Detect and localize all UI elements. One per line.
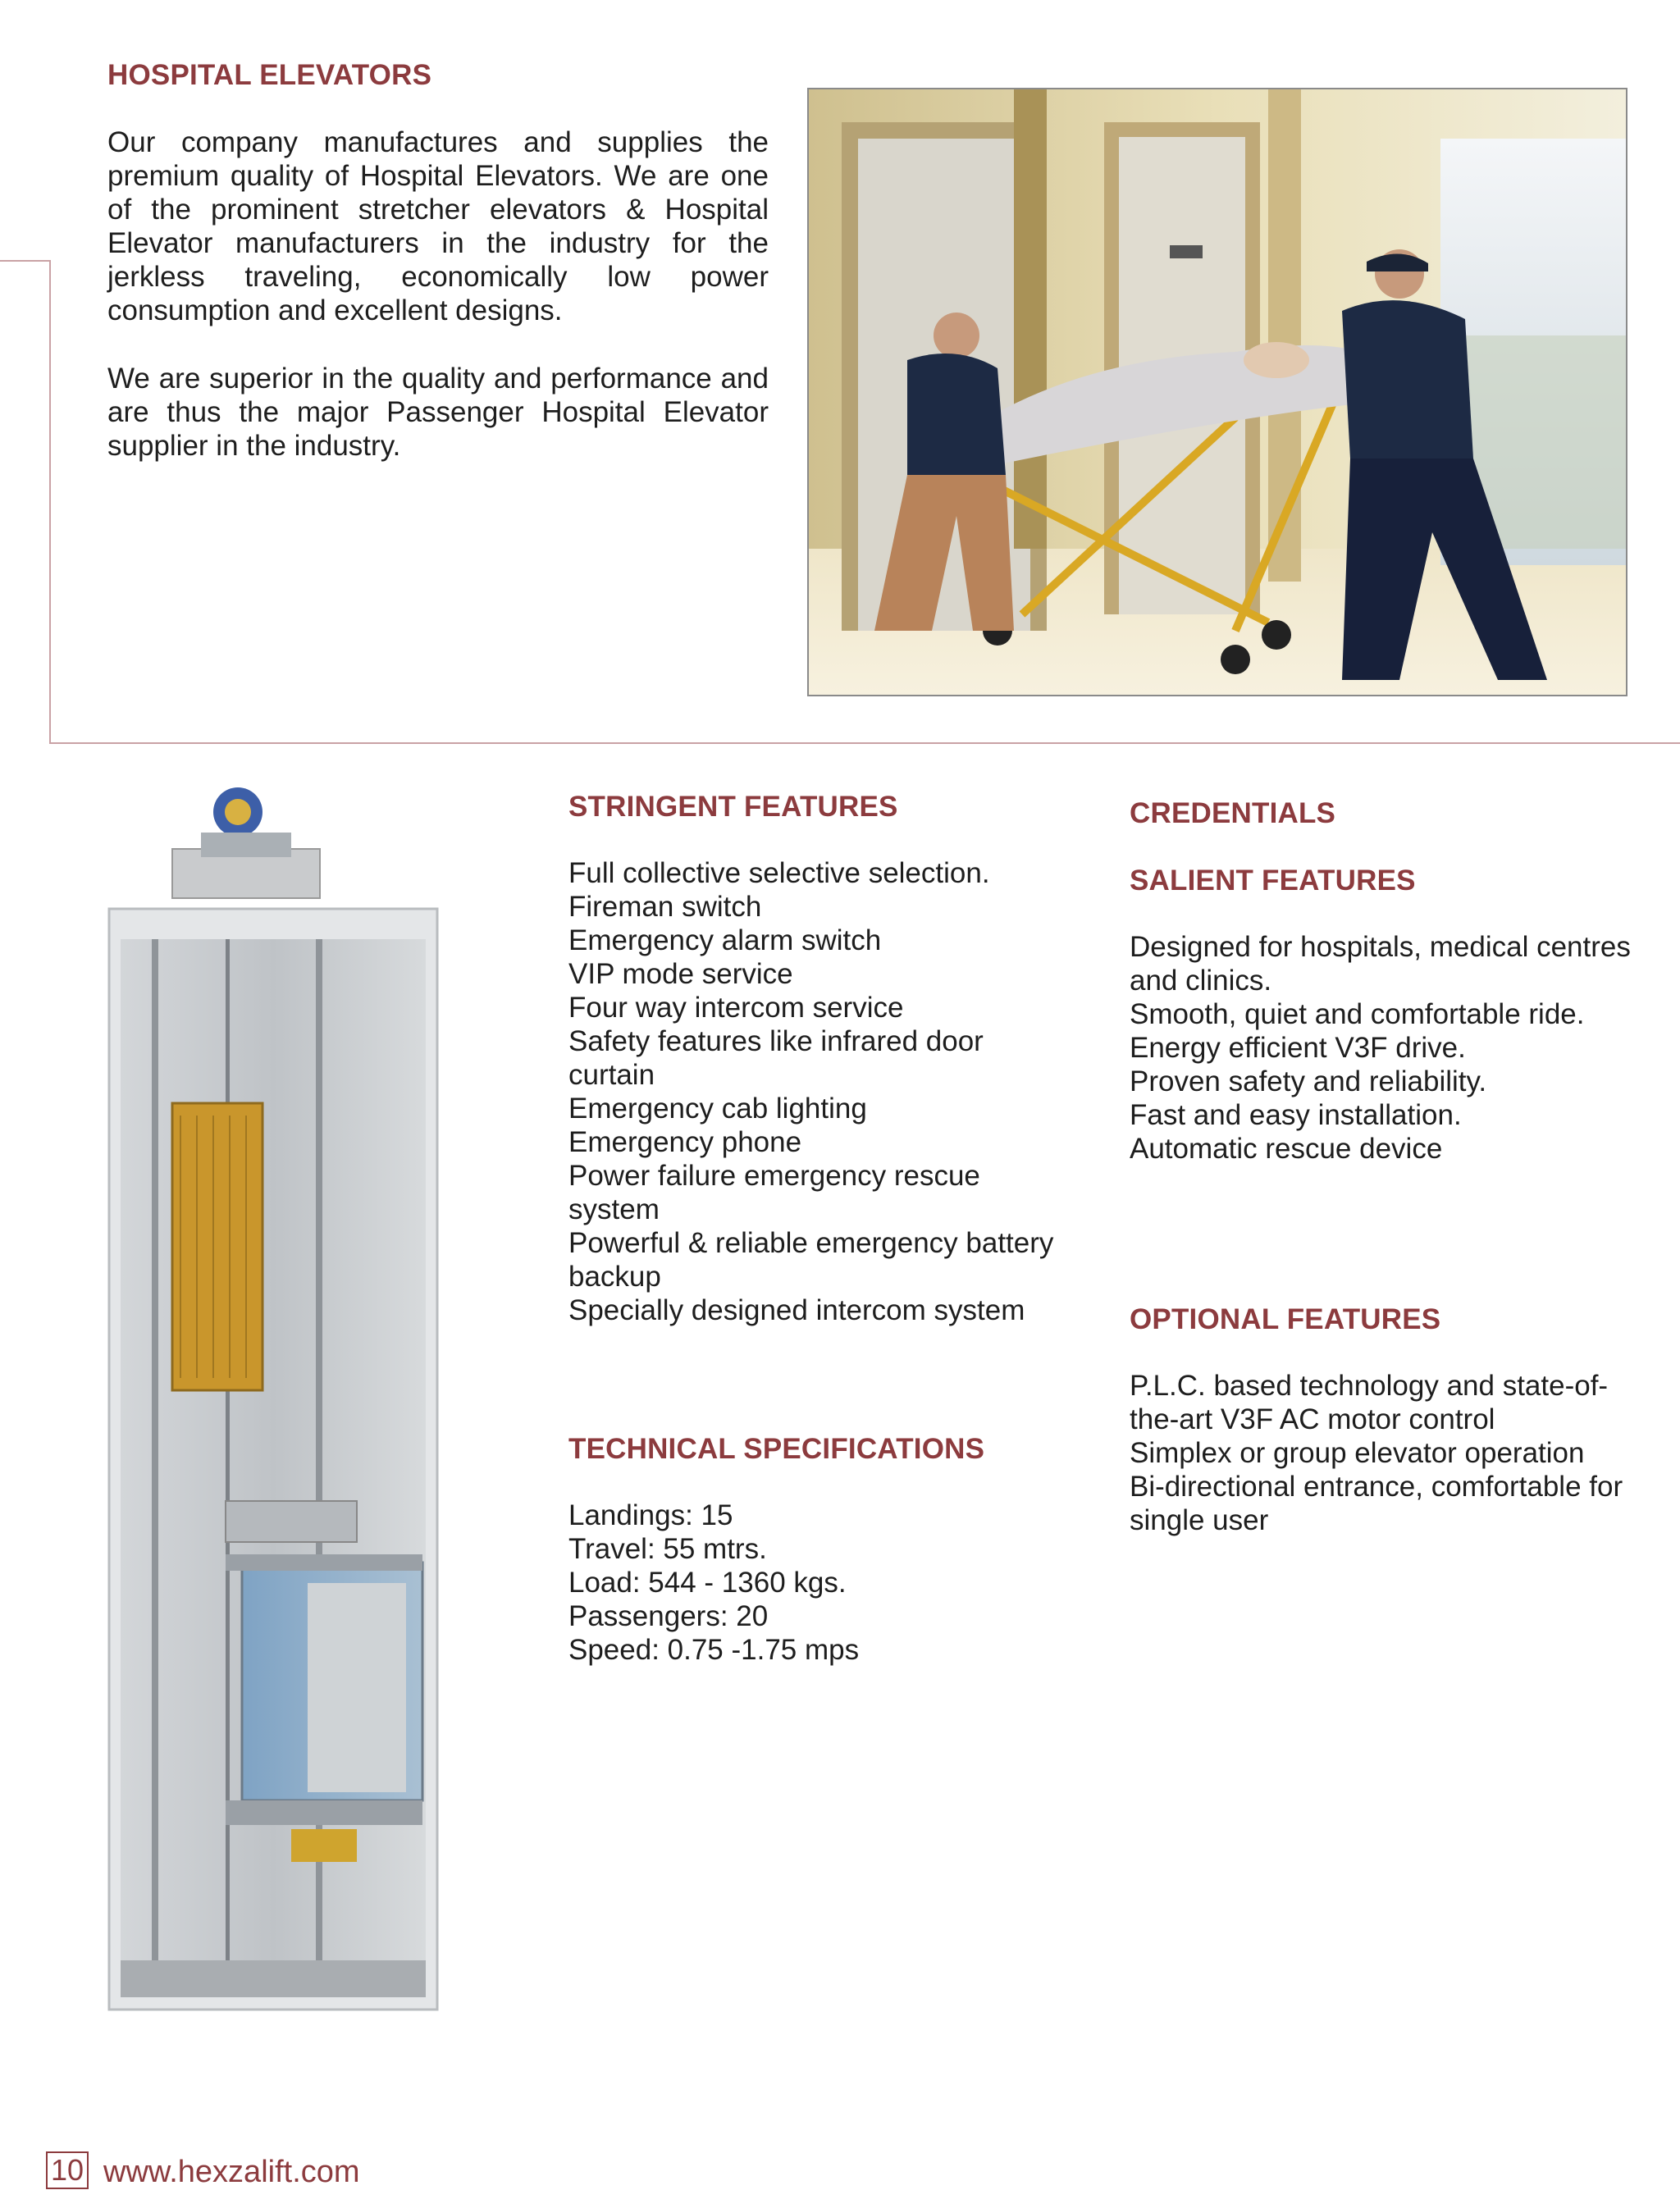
list-item: P.L.C. based technology and state-of-the-art V3F AC motor control [1130, 1370, 1609, 1435]
list-item: Specially designed intercom system [568, 1294, 1025, 1326]
list-item: Safety features like infrared door curtain [568, 1025, 984, 1091]
list-item: Emergency cab lighting [568, 1093, 867, 1125]
list-item: Full collective selective selection. [568, 857, 990, 889]
list-item: Load: 544 - 1360 kgs. [568, 1567, 847, 1599]
credentials-title: CREDENTIALS [1130, 797, 1336, 829]
list-item: Simplex or group elevator operation [1130, 1437, 1585, 1469]
list-item: Energy efficient V3F drive. [1130, 1032, 1466, 1064]
list-item: Emergency phone [568, 1126, 802, 1158]
list-item: Emergency alarm switch [568, 924, 882, 956]
list-item: Bi-directional entrance, comfortable for single user [1130, 1471, 1623, 1536]
list-item: Powerful & reliable emergency battery backup [568, 1227, 1054, 1293]
list-item: Designed for hospitals, medical centres and clinics. [1130, 931, 1631, 997]
stringent-features-list [568, 856, 1102, 1327]
technical-specifications-list [568, 1499, 1102, 1667]
website-link[interactable]: www.hexzalift.com [103, 2155, 360, 2189]
optional-features-title: OPTIONAL FEATURES [1130, 1303, 1441, 1335]
list-item: Fast and easy installation. [1130, 1099, 1462, 1131]
list-item: Travel: 55 mtrs. [568, 1533, 767, 1565]
list-item: Speed: 0.75 -1.75 mps [568, 1634, 860, 1666]
list-item: Smooth, quiet and comfortable ride. [1130, 998, 1585, 1030]
decorative-frame-divider [49, 742, 1680, 744]
decorative-frame-left [0, 260, 51, 744]
list-item: Power failure emergency rescue system [568, 1160, 980, 1225]
technical-specifications-title: TECHNICAL SPECIFICATIONS [568, 1433, 985, 1465]
salient-features-list [1130, 930, 1667, 1166]
list-item: Four way intercom service [568, 992, 904, 1024]
list-item: Passengers: 20 [568, 1600, 769, 1632]
page-number: 10 [46, 2151, 89, 2189]
list-item: Automatic rescue device [1130, 1133, 1443, 1165]
intro-title: HOSPITAL ELEVATORS [107, 59, 432, 91]
paramedics-stretcher-photo [807, 88, 1628, 696]
salient-features-title: SALIENT FEATURES [1130, 865, 1416, 897]
list-item: VIP mode service [568, 958, 793, 990]
list-item: Landings: 15 [568, 1499, 733, 1531]
intro-paragraph-2: We are superior in the quality and performance and are thus the major Passenger Hospital Elevator supplier in the industry. [107, 363, 769, 462]
intro-paragraph-1: Our company manufactures and supplies the premium quality of Hospital Elevators. We are one of the prominent stretcher elevators & Hospital Elevator manufacturers in the industry for the jerkless traveling, economically low power consumption and excellent designs. [107, 126, 769, 326]
optional-features-list [1130, 1369, 1655, 1537]
list-item: Proven safety and reliability. [1130, 1065, 1487, 1097]
elevator-shaft-illustration [103, 771, 447, 2030]
stringent-features-title: STRINGENT FEATURES [568, 791, 898, 823]
list-item: Fireman switch [568, 891, 762, 923]
